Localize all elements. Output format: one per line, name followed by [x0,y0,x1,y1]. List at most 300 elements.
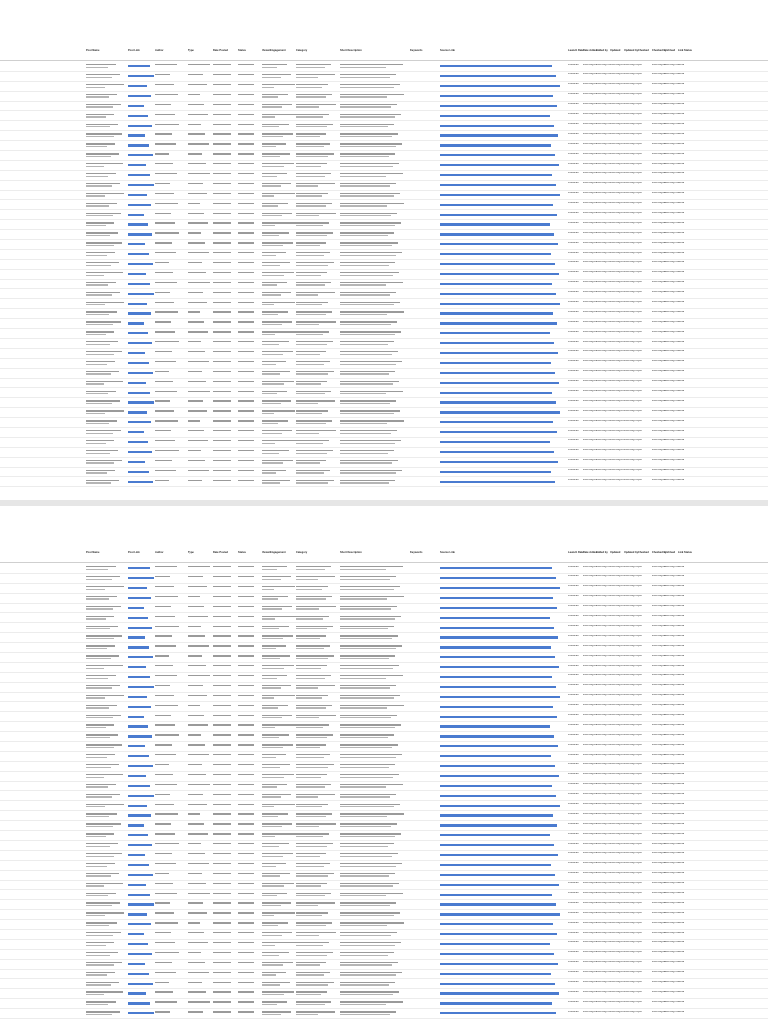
cell-link[interactable] [128,854,145,856]
cell-link[interactable] [128,785,150,787]
cell-link[interactable] [440,676,552,678]
cell-link[interactable] [128,273,146,275]
cell-link[interactable] [128,401,154,403]
cell-link[interactable] [128,461,145,463]
cell-link[interactable] [440,696,560,698]
table-row[interactable] [0,102,768,112]
cell-link[interactable] [440,646,551,648]
table-row[interactable] [0,910,768,920]
table-row[interactable] [0,584,768,594]
cell-link[interactable] [440,481,555,483]
cell-link[interactable] [440,666,559,668]
cell-link[interactable] [440,943,550,945]
table-row[interactable] [0,299,768,309]
cell-link[interactable] [440,894,552,896]
cell-link[interactable] [440,1002,552,1004]
cell-link[interactable] [440,992,559,994]
cell-link[interactable] [128,943,148,945]
cell-link[interactable] [128,471,149,473]
cell-link[interactable] [128,214,144,216]
cell-link[interactable] [128,283,150,285]
cell-link[interactable] [440,785,552,787]
cell-link[interactable] [128,567,150,569]
cell-link[interactable] [128,263,153,265]
cell-link[interactable] [128,332,148,334]
table-row[interactable] [0,970,768,980]
column-header[interactable]: Short Description [340,49,362,52]
table-row[interactable] [0,999,768,1009]
cell-link[interactable] [440,342,554,344]
table-row[interactable] [0,428,768,438]
cell-link[interactable] [128,666,146,668]
cell-link[interactable] [128,95,151,97]
column-header[interactable]: Keywords [410,551,423,554]
cell-link[interactable] [128,834,148,836]
cell-link[interactable] [128,342,152,344]
column-header[interactable]: Keywords [410,49,423,52]
cell-link[interactable] [440,322,557,324]
cell-link[interactable] [128,65,150,67]
table-row[interactable] [0,339,768,349]
cell-link[interactable] [440,382,559,384]
table-row[interactable] [0,270,768,280]
table-row[interactable] [0,388,768,398]
cell-link[interactable] [128,293,154,295]
table-row[interactable] [0,151,768,161]
table-row[interactable] [0,930,768,940]
table-row[interactable] [0,458,768,468]
cell-link[interactable] [440,577,556,579]
cell-link[interactable] [440,567,552,569]
cell-link[interactable] [440,431,557,433]
cell-link[interactable] [440,223,550,225]
table-row[interactable] [0,448,768,458]
column-header[interactable]: Link Status [678,551,692,554]
cell-link[interactable] [128,253,149,255]
cell-link[interactable] [128,184,154,186]
cell-link[interactable] [128,134,145,136]
cell-link[interactable] [128,805,147,807]
table-row[interactable] [0,141,768,151]
table-row[interactable] [0,594,768,604]
column-header[interactable]: Date Added [583,49,598,52]
cell-link[interactable] [440,441,550,443]
table-row[interactable] [0,408,768,418]
cell-link[interactable] [440,725,550,727]
cell-link[interactable] [440,243,558,245]
cell-link[interactable] [440,303,560,305]
cell-link[interactable] [440,65,552,67]
cell-link[interactable] [128,144,149,146]
cell-link[interactable] [440,283,552,285]
table-row[interactable] [0,181,768,191]
table-row[interactable] [0,418,768,428]
cell-link[interactable] [128,223,148,225]
cell-link[interactable] [128,597,151,599]
table-row[interactable] [0,940,768,950]
cell-link[interactable] [128,431,144,433]
column-header[interactable]: Launch Date [568,551,584,554]
cell-link[interactable] [128,1002,150,1004]
column-header[interactable]: Type [188,49,194,52]
cell-link[interactable] [440,115,550,117]
cell-link[interactable] [440,372,555,374]
column-header[interactable]: Status [238,49,246,52]
table-row[interactable] [0,732,768,742]
table-row[interactable] [0,92,768,102]
column-header[interactable]: Added by [596,49,608,52]
table-row[interactable] [0,250,768,260]
table-row[interactable] [0,989,768,999]
cell-link[interactable] [440,144,551,146]
cell-link[interactable] [128,656,153,658]
column-header[interactable]: Source Link [440,551,455,554]
cell-link[interactable] [128,587,147,589]
cell-link[interactable] [440,352,558,354]
cell-link[interactable] [128,233,152,235]
cell-link[interactable] [440,85,560,87]
table-row[interactable] [0,890,768,900]
cell-link[interactable] [440,805,560,807]
cell-link[interactable] [128,1012,154,1014]
table-row[interactable] [0,841,768,851]
cell-link[interactable] [128,194,147,196]
cell-link[interactable] [128,577,154,579]
cell-link[interactable] [440,293,556,295]
column-header[interactable]: Archived [664,49,676,52]
cell-link[interactable] [440,164,559,166]
cell-link[interactable] [128,795,154,797]
cell-link[interactable] [440,263,555,265]
column-header[interactable]: Source Link [440,49,455,52]
cell-link[interactable] [128,164,146,166]
cell-link[interactable] [128,451,152,453]
cell-link[interactable] [440,765,555,767]
cell-link[interactable] [440,834,550,836]
table-row[interactable] [0,72,768,82]
cell-link[interactable] [440,716,557,718]
column-header[interactable]: Checked [638,49,649,52]
column-header[interactable]: Checked [638,551,649,554]
table-row[interactable] [0,623,768,633]
table-row[interactable] [0,309,768,319]
cell-link[interactable] [440,706,553,708]
table-row[interactable] [0,821,768,831]
cell-link[interactable] [440,587,560,589]
cell-link[interactable] [440,204,553,206]
cell-link[interactable] [128,646,149,648]
table-row[interactable] [0,260,768,270]
table-row[interactable] [0,564,768,574]
cell-link[interactable] [128,765,153,767]
table-row[interactable] [0,379,768,389]
cell-link[interactable] [128,75,154,77]
cell-link[interactable] [440,775,559,777]
table-row[interactable] [0,82,768,92]
cell-link[interactable] [128,636,145,638]
column-header[interactable]: Category [296,551,308,554]
cell-link[interactable] [128,745,145,747]
cell-link[interactable] [440,401,556,403]
cell-link[interactable] [440,233,554,235]
cell-link[interactable] [128,352,145,354]
cell-link[interactable] [440,795,556,797]
table-row[interactable] [0,772,768,782]
cell-link[interactable] [128,913,147,915]
table-row[interactable] [0,1009,768,1019]
column-header[interactable]: Date Posted [213,551,228,554]
column-header[interactable]: Checked by [652,551,667,554]
cell-link[interactable] [128,411,147,413]
cell-link[interactable] [128,706,151,708]
table-row[interactable] [0,881,768,891]
cell-link[interactable] [440,923,553,925]
cell-link[interactable] [440,627,554,629]
cell-link[interactable] [440,636,558,638]
table-row[interactable] [0,663,768,673]
cell-link[interactable] [440,814,553,816]
column-header[interactable]: Author [155,551,164,554]
table-row[interactable] [0,438,768,448]
table-row[interactable] [0,722,768,732]
cell-link[interactable] [128,933,144,935]
cell-link[interactable] [440,1012,556,1014]
column-header[interactable]: Checked by [652,49,667,52]
column-header[interactable]: Updated by [624,551,639,554]
cell-link[interactable] [128,627,152,629]
cell-link[interactable] [440,607,557,609]
cell-link[interactable] [440,273,559,275]
cell-link[interactable] [128,963,145,965]
table-row[interactable] [0,643,768,653]
cell-link[interactable] [440,194,560,196]
column-header[interactable]: Post Link [128,551,140,554]
table-row[interactable] [0,210,768,220]
table-row[interactable] [0,791,768,801]
cell-link[interactable] [440,95,553,97]
cell-link[interactable] [440,824,557,826]
cell-link[interactable] [440,963,558,965]
cell-link[interactable] [128,312,151,314]
table-row[interactable] [0,920,768,930]
cell-link[interactable] [128,85,147,87]
table-row[interactable] [0,782,768,792]
cell-link[interactable] [128,322,144,324]
cell-link[interactable] [440,735,554,737]
table-row[interactable] [0,131,768,141]
column-header[interactable]: Type [188,551,194,554]
table-row[interactable] [0,574,768,584]
cell-link[interactable] [440,933,557,935]
cell-link[interactable] [128,607,144,609]
table-row[interactable] [0,673,768,683]
table-row[interactable] [0,161,768,171]
column-header[interactable]: Archived [664,551,676,554]
table-row[interactable] [0,762,768,772]
cell-link[interactable] [128,372,153,374]
cell-link[interactable] [128,725,148,727]
column-header[interactable]: Post Link [128,49,140,52]
table-row[interactable] [0,121,768,131]
table-row[interactable] [0,871,768,881]
cell-link[interactable] [128,814,151,816]
cell-link[interactable] [440,953,554,955]
cell-link[interactable] [440,656,555,658]
table-row[interactable] [0,950,768,960]
table-row[interactable] [0,111,768,121]
cell-link[interactable] [128,154,153,156]
cell-link[interactable] [128,716,144,718]
table-row[interactable] [0,633,768,643]
cell-link[interactable] [128,303,147,305]
column-header[interactable]: Post Name [86,49,100,52]
cell-link[interactable] [440,745,558,747]
table-row[interactable] [0,811,768,821]
cell-link[interactable] [128,696,147,698]
table-row[interactable] [0,712,768,722]
cell-link[interactable] [440,461,558,463]
table-row[interactable] [0,604,768,614]
cell-link[interactable] [440,332,550,334]
cell-link[interactable] [128,362,149,364]
cell-link[interactable] [128,874,153,876]
cell-link[interactable] [128,421,151,423]
cell-link[interactable] [440,125,554,127]
cell-link[interactable] [128,676,150,678]
column-header[interactable]: Author [155,49,164,52]
cell-link[interactable] [128,824,144,826]
column-header[interactable]: Date Added [583,551,598,554]
table-row[interactable] [0,359,768,369]
cell-link[interactable] [440,864,551,866]
table-row[interactable] [0,240,768,250]
table-row[interactable] [0,191,768,201]
cell-link[interactable] [128,105,144,107]
cell-link[interactable] [128,481,153,483]
cell-link[interactable] [440,471,551,473]
table-row[interactable] [0,801,768,811]
table-row[interactable] [0,900,768,910]
cell-link[interactable] [128,992,146,994]
column-header[interactable]: Launch Date [568,49,584,52]
cell-link[interactable] [128,903,154,905]
cell-link[interactable] [128,884,146,886]
cell-link[interactable] [128,735,152,737]
cell-link[interactable] [440,214,557,216]
column-header[interactable]: Views/Engagement [262,49,286,52]
table-row[interactable] [0,319,768,329]
cell-link[interactable] [128,125,152,127]
table-row[interactable] [0,960,768,970]
table-row[interactable] [0,289,768,299]
column-header[interactable]: Short Description [340,551,362,554]
column-header[interactable]: Category [296,49,308,52]
table-row[interactable] [0,398,768,408]
table-row[interactable] [0,349,768,359]
cell-link[interactable] [440,253,551,255]
table-row[interactable] [0,329,768,339]
cell-link[interactable] [128,973,149,975]
column-header[interactable]: Link Status [678,49,692,52]
table-row[interactable] [0,62,768,72]
cell-link[interactable] [440,362,551,364]
table-row[interactable] [0,230,768,240]
cell-link[interactable] [440,854,558,856]
cell-link[interactable] [128,923,151,925]
cell-link[interactable] [440,884,559,886]
cell-link[interactable] [128,983,153,985]
cell-link[interactable] [440,174,552,176]
cell-link[interactable] [128,174,150,176]
cell-link[interactable] [440,154,555,156]
cell-link[interactable] [440,75,556,77]
table-row[interactable] [0,683,768,693]
cell-link[interactable] [128,864,149,866]
cell-link[interactable] [440,874,555,876]
cell-link[interactable] [440,903,556,905]
cell-link[interactable] [440,755,551,757]
cell-link[interactable] [440,913,560,915]
cell-link[interactable] [440,392,552,394]
column-header[interactable]: Updated by [624,49,639,52]
column-header[interactable]: Status [238,551,246,554]
cell-link[interactable] [128,441,148,443]
cell-link[interactable] [128,115,148,117]
table-row[interactable] [0,613,768,623]
table-row[interactable] [0,468,768,478]
cell-link[interactable] [440,617,550,619]
table-row[interactable] [0,702,768,712]
cell-link[interactable] [128,382,146,384]
table-row[interactable] [0,220,768,230]
cell-link[interactable] [128,844,152,846]
cell-link[interactable] [440,421,553,423]
table-row[interactable] [0,979,768,989]
table-row[interactable] [0,369,768,379]
table-row[interactable] [0,693,768,703]
table-row[interactable] [0,477,768,487]
column-header[interactable]: Updated [610,49,621,52]
table-row[interactable] [0,653,768,663]
cell-link[interactable] [440,312,553,314]
column-header[interactable]: Updated [610,551,621,554]
cell-link[interactable] [128,243,145,245]
cell-link[interactable] [440,184,556,186]
cell-link[interactable] [440,686,556,688]
cell-link[interactable] [128,617,148,619]
table-row[interactable] [0,861,768,871]
cell-link[interactable] [128,392,150,394]
column-header[interactable]: Views/Engagement [262,551,286,554]
cell-link[interactable] [128,894,150,896]
cell-link[interactable] [440,983,555,985]
cell-link[interactable] [440,451,554,453]
cell-link[interactable] [440,973,551,975]
cell-link[interactable] [440,105,557,107]
table-row[interactable] [0,742,768,752]
cell-link[interactable] [128,686,154,688]
table-row[interactable] [0,752,768,762]
table-row[interactable] [0,851,768,861]
cell-link[interactable] [440,844,554,846]
cell-link[interactable] [128,204,151,206]
table-row[interactable] [0,171,768,181]
table-row[interactable] [0,831,768,841]
table-row[interactable] [0,200,768,210]
column-header[interactable]: Added by [596,551,608,554]
cell-link[interactable] [128,755,149,757]
cell-link[interactable] [128,953,152,955]
